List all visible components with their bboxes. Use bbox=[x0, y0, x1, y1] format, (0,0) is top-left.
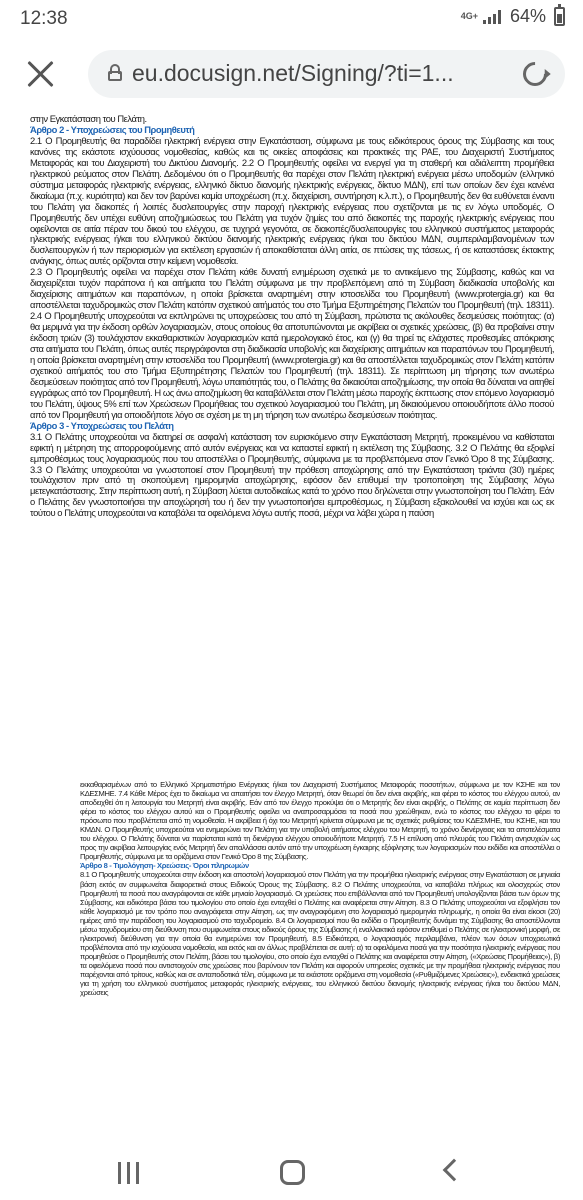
article-3-heading: Άρθρο 3 - Υποχρεώσεις του Πελάτη bbox=[30, 419, 174, 431]
article-2-heading: Άρθρο 2 - Υποχρεώσεις του Προμηθευτή bbox=[30, 123, 195, 135]
document-page-1 bbox=[30, 114, 554, 519]
article-7-paragraph: εκκαθαρισμένων από το Ελληνικό Χρηματιστήριο Ενέργειας ή/και τον Διαχειριστή Συστήματος Μεταφοράς ποσοτήτων, σύμφωνα με τον ΚΣΗΕ και τον ΚΔΕΣΜΗΕ. 7.4 Κάθε Μέρος έχει το δικαίωμα να απαιτήσει τον έλεγχο Μετρητή, όταν θεωρεί ότι δεν είναι ακριβής, και φέρει το κόστος του ελέγχου αυτού, αν αποδειχθεί ότι η λειτουργία του Μετρητή είναι ακριβής. Εάν από τον έλεγχο προκύψει ότι ο Μετρητής δεν είναι ακριβής, ο Πελάτης σε καμία περίπτωση δεν φέρει το κόστος του ελέγχου αυτού και ο Προμηθευτής οφείλει να αναπροσαρμόσει τα ποσά που χρεώθηκαν, ενώ το κόστος του ελέγχου το φέρει το πρόσωπο που προβλέπεται από τη νομοθεσία. Η ακρίβεια ή όχι του Μετρητή κρίνεται σύμφωνα με τις σχετικές ρυθμίσεις του ΚΔΕΣΜΗΕ, του ΚΣΗΕ, και του ΚΜΔΝ. Ο Προμηθευτής υποχρεούται να ενημερώνει τον Πελάτη για την υποβολή αιτήματος ελέγχου του Μετρητή, το χρόνο διενέργειας και τα αποτελέσματα του ελέγχου. Ο Πελάτης δύναται να παρίσταται κατά τη διενέργεια ελέγχου οποιουδήποτε Μετρητή. 7.5 Η επίλυση από πλευράς του Πελάτη ανησυχιών ως προς την ακρίβεια λειτουργίας ενός Μετρητή δεν απαλλάσσει αυτόν από την υποχρέωση έγκαιρης εξόφλησης των λογαριασμών που εκδίδει και αποστέλλει ο Προμηθευτής, σύμφωνα με τα οριζόμενα στον Γενικό Όρο 8 της Σύμβασης. bbox=[80, 780, 560, 862]
browser-toolbar bbox=[0, 36, 583, 112]
battery-percentage: 64% bbox=[509, 6, 546, 26]
signal-strength-icon bbox=[483, 10, 501, 24]
address-bar[interactable] bbox=[88, 50, 565, 98]
document-viewer[interactable] bbox=[0, 112, 583, 1148]
article-8-heading: Άρθρο 8 - Τιμολόγηση- Χρεώσεις- Όροι πληρωμών bbox=[80, 861, 249, 871]
network-type-label: 4G+ bbox=[460, 11, 478, 21]
document-page-2 bbox=[80, 780, 560, 997]
recent-apps-button[interactable] bbox=[118, 1162, 140, 1184]
lock-icon[interactable] bbox=[108, 64, 122, 82]
article-2-paragraph-2: 2.3 Ο Προμηθευτής οφείλει να παρέχει στον Πελάτη κάθε δυνατή ενημέρωση σχετικά με το αντικείμενο της Σύμβασης, καθώς και να διαχειρίζεται τυχόν παράπονα ή και αιτήματα του Πελάτη σύμφωνα με την προβλεπόμενη από τη Σύμβαση διαδικασία υποβολής και διαχείρισης αιτημάτων και παραπόνων, η οποία βρίσκεται αναρτημένη στην ιστοσελίδα του Προμηθευτή (www.protergia.gr) και θα αποστέλλεται ταχυδρομικώς στον Πελάτη κατόπιν σχετικού αιτήματός του στο Τμήμα Εξυπηρέτησης Πελατών του Προμηθευτή (τηλ. 18311). 2.4 Ο Προμηθευτής υποχρεούται να εκπληρώνει τις υποχρεώσεις του από τη Σύμβαση, πρώτιστα τις ακόλουθες δεσμεύσεις ποιότητας: (α) θα μεριμνά για την έκδοση ορθών λογαριασμών, στους οποίους θα αποτυπώνονται με ακρίβεια οι σχετικές χρεώσεις, (β) θα προβαίνει στην έκδοση τριών (3) τουλάχιστον εκκαθαριστικών λογαριασμών κατά ημερολογιακό έτος, και (γ) θα τηρεί τις ελάχιστες προθεσμίες απόκρισης στα αιτήματα του Πελάτη, όπως αυτές περιγράφονται στη διαδικασία υποβολής και διαχείρισης αιτημάτων και παραπόνων του Προμηθευτή, η οποία βρίσκεται αναρτημένη στην ιστοσελίδα του Προμηθευτή (www.protergia.gr) και θα αποστέλλεται ταχυδρομικώς στον Πελάτη κατόπιν σχετικού αιτήματός του στο Τμήμα Εξυπηρέτησης Πελατών του Προμηθευτή (τηλ. 18311). Σε περίπτωση μη τήρησης των ανωτέρω δεσμεύσεων ποιότητας από τον Προμηθευτή, λόγω υπαιτιότητάς του, ο Πελάτης θα δικαιούται αποζημίωσης, την οποία θα δύναται να αιτηθεί εγγράφως από τον Προμηθευτή. Η ως άνω αποζημίωση θα καταβάλλεται στον Πελάτη μέσω παροχής έκπτωσης στον επόμενο λογαριασμό του Πελάτη, ύψους 5% επί των Χρεώσεων Προμήθειας του σχετικού λογαριασμού του Πελάτη, μη δικαιούμενου οποιουδήποτε άλλο ποσού από τον Προμηθευτή για οποιοδήποτε λόγο σε σχέση με τη μη τήρηση των ανωτέρω δεσμεύσεων ποιότητας. bbox=[30, 266, 554, 420]
article-2-paragraph-1: 2.1 Ο Προμηθευτής θα παραδίδει ηλεκτρική ενέργεια στην Εγκατάσταση, σύμφωνα με τους ειδικότερους όρους της Σύμβασης και τους κανόνες της εκάστοτε ισχύουσας νομοθεσίας, καθώς και τις οικείες αποφάσεις και πρακτικές της ΡΑΕ, του Διαχειριστή Συστήματος Μεταφοράς και του Διαχειριστή του Δικτύου Διανομής. 2.2 Ο Προμηθευτής οφείλει να ενεργεί για τη σταθερή και αδιάλειπτη προμήθεια ηλεκτρικού ρεύματος στον Πελάτη. Δεδομένου ότι ο Προμηθευτής θα παρέχει στον Πελάτη ηλεκτρική ενέργεια μέσω υποδομών (ελληνικό σύστημα μεταφοράς ηλεκτρικής ενέργειας, ελληνικό δίκτυο διανομής ηλεκτρικής ενέργειας, δίκτυο ΜΔΝ), επί των οποίων δεν έχει κανένα δικαίωμα (π.χ. κυριότητα) και δεν τον βαρύνει καμία υποχρέωση (π.χ. διαχείριση, συντήρηση κ.λ.π.), ο Προμηθευτής δεν θα ευθύνεται έναντι του Πελάτη για διακοπές ή λοιπές δυσλειτουργίες στην παροχή ηλεκτρικής ενέργειας που σχετίζονται με τις εν λόγω υποδομές. Ο Προμηθευτής δεν υπέχει ευθύνη αποζημιώσεως του Πελάτη για τυχόν ζημίες του από διακοπές της παροχής ηλεκτρικής ενέργειας που οφείλονται σε αιτία πέραν του δικού του ελέγχου, σε τυχηρά γεγονότα, σε διακοπές/δυσλειτουργίες του ελληνικού συστήματος μεταφοράς ηλεκτρικής ενέργειας ή/και του ελληνικού δικτύου διανομής ηλεκτρικής ενέργειας ή/και του δικτύου ΜΔΝ, συμπεριλαμβανομένων των δυσλειτουργιών ή των περιορισμών για εκτέλεση εργασιών ή αποκαθίσταται άλλη αιτία, σε πτώσεις της τάσεως, ή σε καταστάσεις έκτακτης ανάγκης, όπως αυτές ορίζονται στην κείμενη νομοθεσία. bbox=[30, 134, 554, 267]
doc-fragment: στην Εγκατάσταση του Πελάτη. bbox=[30, 113, 147, 124]
back-button[interactable] bbox=[443, 1159, 466, 1182]
close-tab-button[interactable] bbox=[22, 56, 58, 92]
status-icons bbox=[461, 6, 565, 27]
article-3-paragraph-1: 3.1 Ο Πελάτης υποχρεούται να διατηρεί σε ασφαλή κατάσταση τον ευρισκόμενο στην Εγκατάσταση Μετρητή, προκειμένου να καθίσταται εφικτή η μέτρηση της απορροφούμενης από αυτόν ενέργειας και να καταστεί εφικτή η εκτέλεση της Σύμβασης. 3.2 Ο Πελάτης θα εξοφλεί εμπροθέσμως τους λογαριασμούς που του αποστέλλει ο Προμηθευτής, σύμφωνα με τα προβλεπόμενα στον Γενικό Όρο 8 της Σύμβασης. 3.3 Ο Πελάτης υποχρεούται να γνωστοποιεί στον Προμηθευτή την πρόθεση αποχώρησης από την Εγκατάσταση τριάντα (30) ημέρες τουλάχιστον πριν από τη σκοπούμενη ημερομηνία αποχώρησης, εφόσον δεν επιθυμεί την τροποποίηση της Σύμβασης λόγω μετεγκατάστασης. Στην περίπτωση αυτή, η Σύμβαση λύεται αυτοδικαίως κατά το χρόνο που δηλώνεται στην γνωστοποίηση του Πελάτη. Εάν ο Πελάτης δεν γνωστοποιήσει την αποχώρησή του ή δεν την γνωστοποιήσει εμπροθέσμως, η Σύμβαση εξακολουθεί να ισχύει και ως εκ τούτου ο Πελάτης υποχρεούται να καταβάλει τα οφειλόμενα λόγω αυτής ποσά, μέχρι να λάβει χώρα η παύση bbox=[30, 430, 554, 519]
article-8-paragraph-1: 8.1 Ο Προμηθευτής υποχρεούται στην έκδοση και αποστολή λογαριασμού στον Πελάτη για την προμήθεια ηλεκτρικής ενέργειας στην Εγκατάσταση σε μηνιαία βάση εκτός αν συμφωνείται διαφορετικά στους Ειδικούς Όρους της Σύμβασης. 8.2 Ο Πελάτης υποχρεούται, να καταβάλει πλήρως και ολοσχερώς στον Προμηθευτή τα ποσά που αναγράφονται σε κάθε μηνιαίο λογαριασμό. Οι χρεώσεις που επιβάλλονται από τον Προμηθευτή υπολογίζονται βάσει των όρων της Σύμβασης, και ειδικότερα βάσει του τιμολογίου στο οποίο έχει ενταχθεί ο Πελάτης και αναφέρεται στην Αίτηση. 8.3 Ο Πελάτης υποχρεούται να εξοφλήσει τον κάθε λογαριασμό με τον τρόπο που αναγράφεται στην Αίτηση, ως την αναγραφόμενη στο λογαριασμό ημερομηνία πληρωμής, η οποία θα είναι είκοσι (20) ημέρες από την παράδοση του λογαριασμού στο ταχυδρομείο. 8.4 Οι λογαριασμοί που θα εκδίδει ο Προμηθευτής δυνάμει της Σύμβασης θα αποστέλλονται μέσω ταχυδρομείου στη διεύθυνση που συμφωνείται στους ειδικούς όρους της Σύμβασης ή εναλλακτικά εφόσον επιθυμεί ο Πελάτης σε ηλεκτρονική μορφή, σε ηλεκτρονική διεύθυνση για την οποία θα ενημερώνει τον Προμηθευτή. 8.5 Ειδικότερα, ο λογαριασμός περιλαμβάνει, πλέον των όσων υποχρεωτικά προβλέπονται από την ισχύουσα νομοθεσία, και εκτός και αν άλλως προβλέπεται σε αυτή: α) τα οφειλόμενα ποσά για την ποσότητα ηλεκτρικής ενέργειας που προμηθεύσε ο Προμηθευτής στον Πελάτη, βάσει του τιμολογίου, στο οποίο έχει ενταχθεί ο Πελάτης και αναφέρεται στην Αίτηση, («Χρεώσεις Προμήθειας»), β) τα οφειλόμενα ποσά που αντιστοιχούν στις χρεώσεις που βαρύνουν τον Πελάτη και αφορούν υπηρεσίες σχετικές με την προμήθεια ηλεκτρικής ενέργειας που παρέχονται από τρίτους, καθώς και σε ανταποδοτικά τέλη, σύμφωνα με τα εκάστοτε οριζόμενα στη νομοθεσία («Ρυθμιζόμενες Χρεώσεις»), ενδεικτικά χρεώσεις για τη χρήση του ελληνικού συστήματος μεταφοράς ηλεκτρικής ενέργειας, του ελληνικού δικτύου διανομής ηλεκτρικής ενέργειας ή/και του δικτύου ΜΔΝ, χρεώσεις bbox=[80, 870, 560, 998]
reload-icon[interactable] bbox=[518, 57, 552, 91]
home-button[interactable] bbox=[280, 1160, 305, 1185]
system-navigation-bar bbox=[0, 1148, 583, 1200]
status-time: 12:38 bbox=[20, 8, 68, 29]
url-text[interactable]: eu.docusign.net/Signing/?ti=1... bbox=[132, 60, 454, 86]
status-bar bbox=[0, 0, 583, 36]
battery-icon bbox=[554, 7, 565, 26]
recents-icon bbox=[118, 1162, 121, 1184]
